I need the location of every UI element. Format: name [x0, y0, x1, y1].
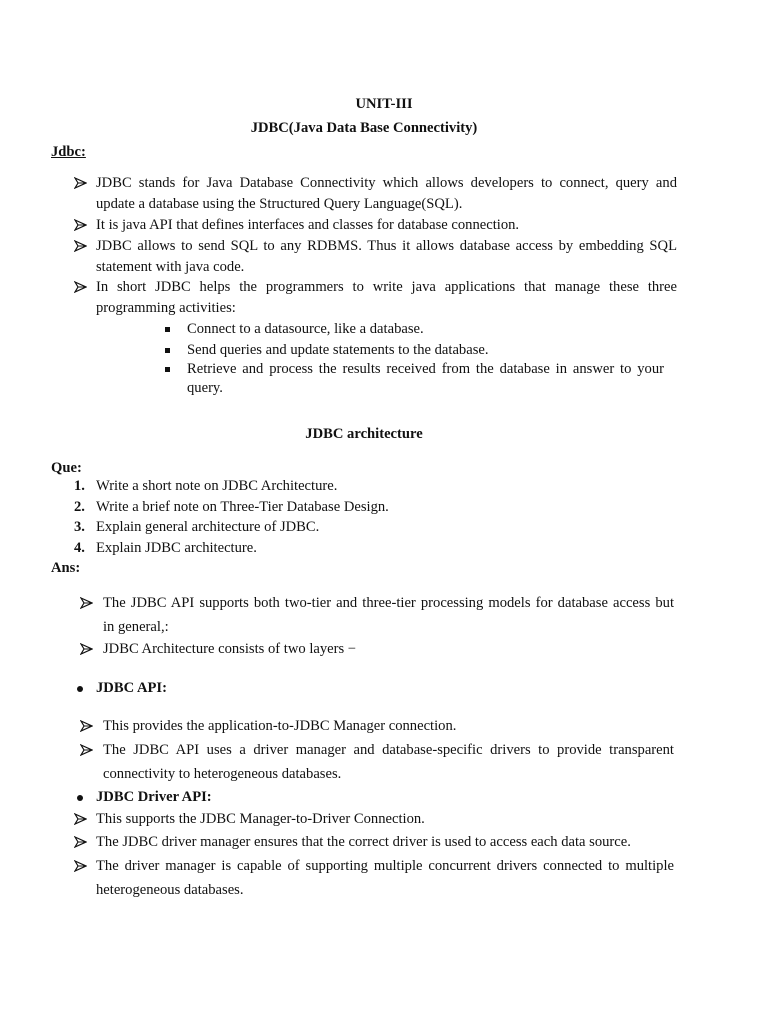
arrowhead-bullet-icon	[74, 219, 88, 233]
intro-item-line: statement with java code.	[96, 259, 245, 275]
arrowhead-bullet-icon	[80, 597, 94, 611]
arrowhead-bullet-icon	[74, 860, 88, 874]
square-bullet-icon	[165, 367, 170, 372]
answer-item-line: The JDBC API supports both two-tier and three-tier processing models for database access but	[103, 595, 674, 611]
question-text: Write a short note on JDBC Architecture.	[96, 478, 338, 494]
ans-label: Ans:	[51, 560, 81, 576]
driver-item-line: The driver manager is capable of supporting multiple concurrent drivers connected to multiple	[96, 858, 674, 874]
answer-item-line: in general,:	[103, 619, 169, 635]
square-bullet-icon	[165, 348, 170, 353]
round-bullet-icon	[77, 795, 83, 801]
intro-item-line: JDBC allows to send SQL to any RDBMS. Thus it allows database access by embedding SQL	[96, 238, 677, 254]
driver-item-line: The JDBC driver manager ensures that the correct driver is used to access each data source.	[96, 834, 631, 850]
intro-item-line: programming activities:	[96, 300, 236, 316]
question-number: 2.	[74, 499, 85, 515]
driver-item-line: This supports the JDBC Manager-to-Driver Connection.	[96, 811, 425, 827]
jdbc-heading: Jdbc:	[51, 144, 86, 160]
arrowhead-bullet-icon	[74, 177, 88, 191]
intro-item-line: In short JDBC helps the programmers to write java applications that manage these three	[96, 279, 677, 295]
api-heading: JDBC API:	[96, 680, 167, 696]
question-text: Explain general architecture of JDBC.	[96, 519, 320, 535]
question-number: 4.	[74, 540, 85, 556]
activity-item-line: Send queries and update statements to the database.	[187, 342, 489, 358]
arrowhead-bullet-icon	[80, 643, 94, 657]
activity-item-line: Retrieve and process the results received from the database in answer to your	[187, 361, 664, 377]
intro-item-line: It is java API that defines interfaces and classes for database connection.	[96, 217, 520, 233]
unit-title: UNIT-III	[355, 96, 413, 112]
arrowhead-bullet-icon	[74, 281, 88, 295]
arrowhead-bullet-icon	[74, 813, 88, 827]
driver-item-line: heterogeneous databases.	[96, 882, 244, 898]
architecture-title: JDBC architecture	[305, 426, 423, 442]
question-number: 1.	[74, 478, 85, 494]
activity-item-line: Connect to a datasource, like a database.	[187, 321, 424, 337]
arrowhead-bullet-icon	[80, 720, 94, 734]
main-title: JDBC(Java Data Base Connectivity)	[250, 120, 478, 136]
intro-item-line: JDBC stands for Java Database Connectivity which allows developers to connect, query and	[96, 175, 677, 191]
api-item-line: connectivity to heterogeneous databases.	[103, 766, 342, 782]
driver-heading: JDBC Driver API:	[96, 789, 212, 805]
question-text: Write a brief note on Three-Tier Database Design.	[96, 499, 389, 515]
api-item-line: This provides the application-to-JDBC Manager connection.	[103, 718, 457, 734]
square-bullet-icon	[165, 327, 170, 332]
activity-item-line: query.	[187, 380, 223, 396]
question-number: 3.	[74, 519, 85, 535]
arrowhead-bullet-icon	[74, 836, 88, 850]
question-text: Explain JDBC architecture.	[96, 540, 257, 556]
arrowhead-bullet-icon	[74, 240, 88, 254]
arrowhead-bullet-icon	[80, 744, 94, 758]
round-bullet-icon	[77, 686, 83, 692]
api-item-line: The JDBC API uses a driver manager and database-specific drivers to provide transparent	[103, 742, 674, 758]
answer-item-line: JDBC Architecture consists of two layers −	[103, 641, 357, 657]
que-label: Que:	[51, 460, 82, 476]
intro-item-line: update a database using the Structured Query Language(SQL).	[96, 196, 463, 212]
